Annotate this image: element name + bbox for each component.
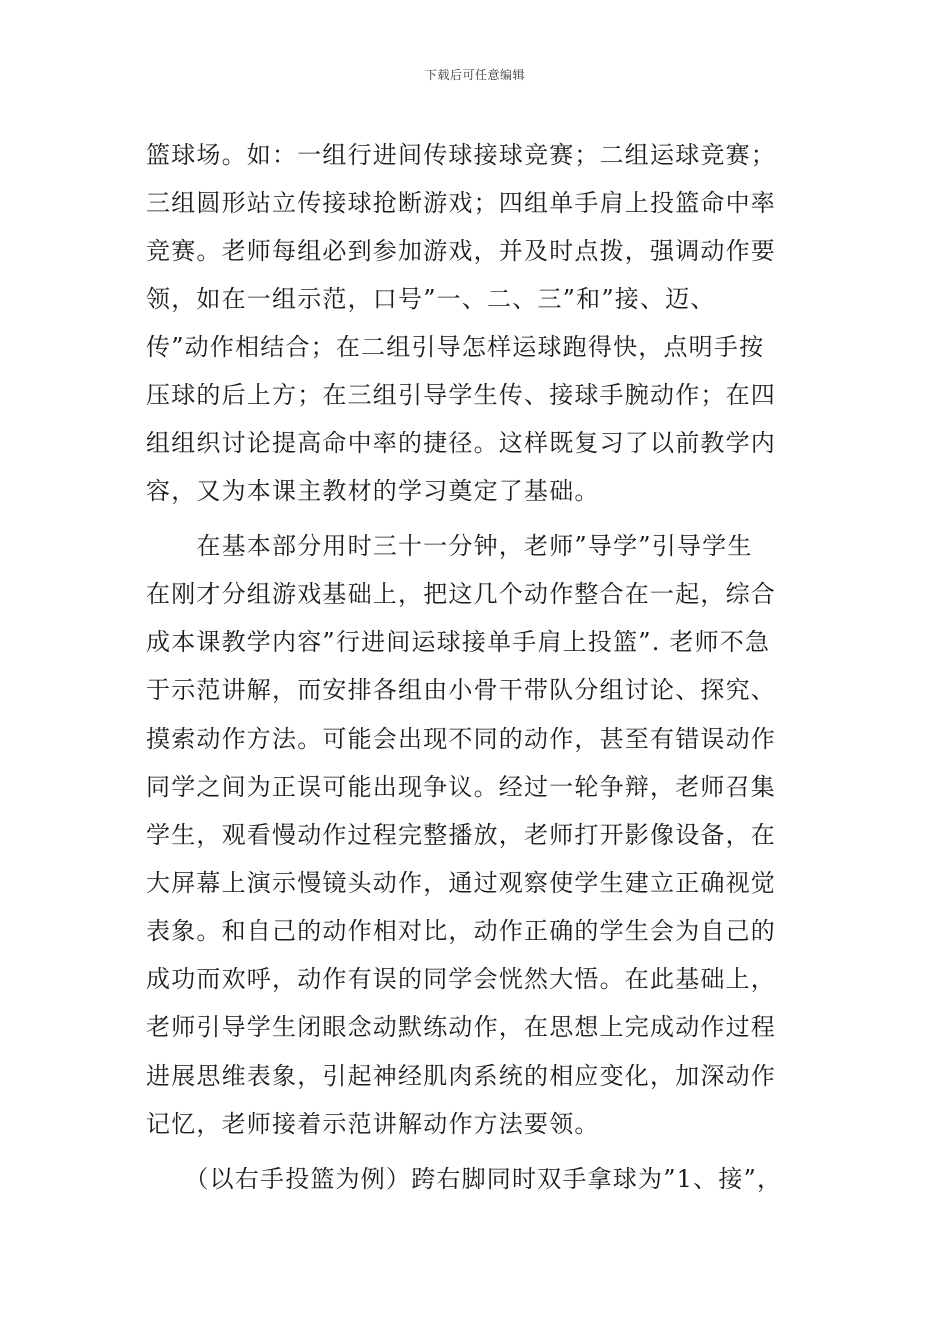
text-line: 篮球场。如：一组行进间传球接球竞赛；二组运球竞赛；: [146, 141, 776, 169]
text-line: 大屏幕上演示慢镜头动作，通过观察使学生建立正确视觉: [146, 869, 776, 897]
text-line: 组组织讨论提高命中率的捷径。这样既复习了以前教学内: [146, 429, 776, 457]
text-line: 压球的后上方；在三组引导学生传、接球手腕动作；在四: [146, 381, 776, 409]
text-line: 于示范讲解，而安排各组由小骨干带队分组讨论、探究、: [146, 676, 776, 704]
text-line: 老师引导学生闭眼念动默练动作，在思想上完成动作过程: [146, 1013, 776, 1041]
text-line: 竞赛。老师每组必到参加游戏，并及时点拨，强调动作要: [146, 237, 776, 265]
text-line: 学生，观看慢动作过程完整播放，老师打开影像设备，在: [146, 821, 776, 849]
text-line: 在刚才分组游戏基础上，把这几个动作整合在一起，综合: [146, 580, 776, 608]
text-line: （以右手投篮为例）跨右脚同时双手拿球为”1、接”，: [146, 1165, 783, 1193]
text-line: 摸索动作方法。可能会出现不同的动作，甚至有错误动作: [146, 725, 776, 753]
text-line: 领，如在一组示范，口号”一、二、三”和”接、迈、: [146, 285, 716, 313]
text-line: 成功而欢呼，动作有误的同学会恍然大悟。在此基础上，: [146, 965, 776, 993]
text-line: 在基本部分用时三十一分钟，老师”导学”引导学生: [146, 532, 753, 560]
text-line: 表象。和自己的动作相对比，动作正确的学生会为自己的: [146, 917, 776, 945]
text-line: 成本课教学内容”行进间运球接单手肩上投篮”. 老师不急: [146, 628, 771, 656]
text-line: 同学之间为正误可能出现争议。经过一轮争辩，老师召集: [146, 773, 776, 801]
text-line: 传”动作相结合；在二组引导怎样运球跑得快，点明手按: [146, 333, 765, 361]
text-line: 记忆，老师接着示范讲解动作方法要领。: [146, 1110, 600, 1138]
text-line: 进展思维表象，引起神经肌肉系统的相应变化，加深动作: [146, 1062, 776, 1090]
text-line: 三组圆形站立传接球抢断游戏；四组单手肩上投篮命中率: [146, 189, 776, 217]
text-line: 容，又为本课主教材的学习奠定了基础。: [146, 477, 600, 505]
page-header: 下载后可任意编辑: [424, 68, 525, 82]
